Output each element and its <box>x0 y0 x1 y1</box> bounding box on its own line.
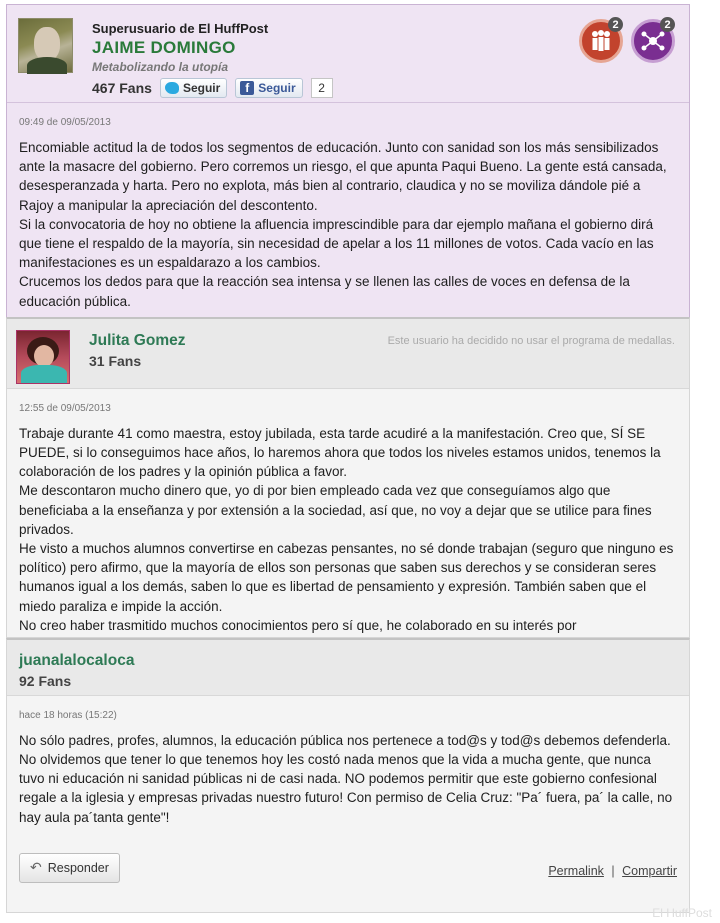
user-name[interactable]: Julita Gomez <box>89 331 186 349</box>
paragraph: No creo haber trasmitido muchos conocimientos pero sí que, he colaborado en su interés por <box>19 617 577 633</box>
comment-header <box>7 640 689 696</box>
avatar[interactable] <box>18 18 73 73</box>
community-badge-icon[interactable] <box>579 19 623 63</box>
comment-links <box>548 864 677 878</box>
permalink-link[interactable]: Permalink <box>548 863 604 878</box>
networker-badge-icon[interactable] <box>631 19 675 63</box>
fans-count: 31 Fans <box>89 352 142 369</box>
twitter-follow-label: Seguir <box>182 81 221 95</box>
paragraph: Encomiable actitud la de todos los segmentos de educación. Junto con sanidad son los más sensibilizados ante la masacre del gobierno. Pero corremos un riesgo, el que apunta Paqui Bueno. La gente está cansada, desesperanzada y harta. Pero no explota, más bien al contrario, claudica y no se moviliza dándole pié a Rajoy a manipular la apreciación del descontento. <box>19 140 667 213</box>
facebook-icon: f <box>240 81 254 95</box>
comment-body <box>7 696 689 912</box>
twitter-follow-button[interactable] <box>160 78 227 98</box>
paragraph: Crucemos los dedos para que la reacción sea intensa y se llenen las calles de voces en defensa de la educación pública. <box>19 274 630 309</box>
comment-juanalalocaloca <box>6 638 690 913</box>
paragraph: No sólo padres, profes, alumnos, la educación pública nos pertenece a tod@s y tod@s debemos defenderla. No olvidemos que tener lo que tenemos hoy les costó nada menos que la vida a mucha gente, que nunca tuvo ni educación ni sanidad públicas ni de casi nada. NO podemos permitir que este gobierno confesional regale a la iglesia y empresas privadas nuestro futuro! Con permiso de Celia Cruz: "Pa´ fuera, pa´ la calle, no hay aula pa´tanta gente"! <box>19 732 673 825</box>
badge-count: 2 <box>660 17 675 32</box>
comment-body <box>7 389 689 637</box>
user-role: Superusuario de El HuffPost <box>92 21 269 36</box>
reply-arrow-icon: ↶ <box>30 859 42 876</box>
comment-thread <box>6 4 690 913</box>
comment-text <box>19 138 677 311</box>
paragraph: Si la convocatoria de hoy no obtiene la afluencia imprescindible para dar ejemplo mañana el gobierno dirá que tiene el respaldo de la mayoría, sin necesidad de apelar a los 11 millones de votos. Cada vacío en las manifestaciones es un espaldarazo a los cambios. <box>19 216 654 271</box>
reply-button[interactable] <box>19 853 120 883</box>
comment-jaime-domingo <box>6 4 690 317</box>
comment-header <box>7 5 689 103</box>
comment-julita-gomez <box>6 317 690 638</box>
fans-count: 467 Fans <box>92 80 152 96</box>
badges <box>579 19 675 63</box>
fans-row <box>92 77 333 99</box>
paragraph: Me descontaron mucho dinero que, yo di por bien empleado cada vez que conseguíamos algo que beneficiaba a la enseñanza y por extensión a la sociedad, así que, no voy a dejar que se utilice para fines privados. <box>19 483 652 537</box>
facebook-follow-count: 2 <box>311 78 333 98</box>
timestamp[interactable]: 12:55 de 09/05/2013 <box>19 402 111 414</box>
watermark: El HuffPost <box>652 906 712 920</box>
timestamp[interactable]: 09:49 de 09/05/2013 <box>19 117 111 128</box>
link-separator: | <box>611 863 615 878</box>
paragraph: He visto a muchos alumnos convertirse en cabezas pensantes, no sé donde trabajan (seguro que ninguno es político) pero afirmo, que la mayoría de ellos son personas que saben sus derechos y se consideran seres humanos igual a los demás, saben lo que es libertad de pensamiento y expresión. También saben que el miedo paraliza e impide la acción. <box>19 541 674 614</box>
user-motto: Metabolizando la utopía <box>92 60 229 74</box>
facebook-follow-label: Seguir <box>258 81 296 95</box>
comment-body <box>7 103 689 317</box>
share-link[interactable]: Compartir <box>622 863 677 878</box>
user-name[interactable]: juanalalocaloca <box>19 651 135 669</box>
facebook-follow-button[interactable] <box>235 78 302 98</box>
badge-count: 2 <box>608 17 623 32</box>
people-icon <box>588 29 614 53</box>
network-icon <box>640 29 666 53</box>
fans-count: 92 Fans <box>19 672 72 689</box>
paragraph: Trabaje durante 41 como maestra, estoy jubilada, esta tarde acudiré a la manifestación. Creo que, SÍ SE PUEDE, si lo conseguimos hace años, lo haremos ahora que todos los niveles estamos unidos, tenemos la colaboración de los padres y la opinión pública a favor. <box>19 425 661 480</box>
reply-label: Responder <box>47 860 109 875</box>
avatar[interactable] <box>16 330 70 384</box>
comment-text <box>19 731 677 827</box>
no-medals-note: Este usuario ha decidido no usar el programa de medallas. <box>387 334 675 347</box>
comment-text <box>19 424 677 635</box>
comment-header <box>7 319 689 389</box>
user-name[interactable]: JAIME DOMINGO <box>92 38 236 57</box>
twitter-icon <box>165 82 179 94</box>
timestamp[interactable]: hace 18 horas (15:22) <box>19 709 117 721</box>
